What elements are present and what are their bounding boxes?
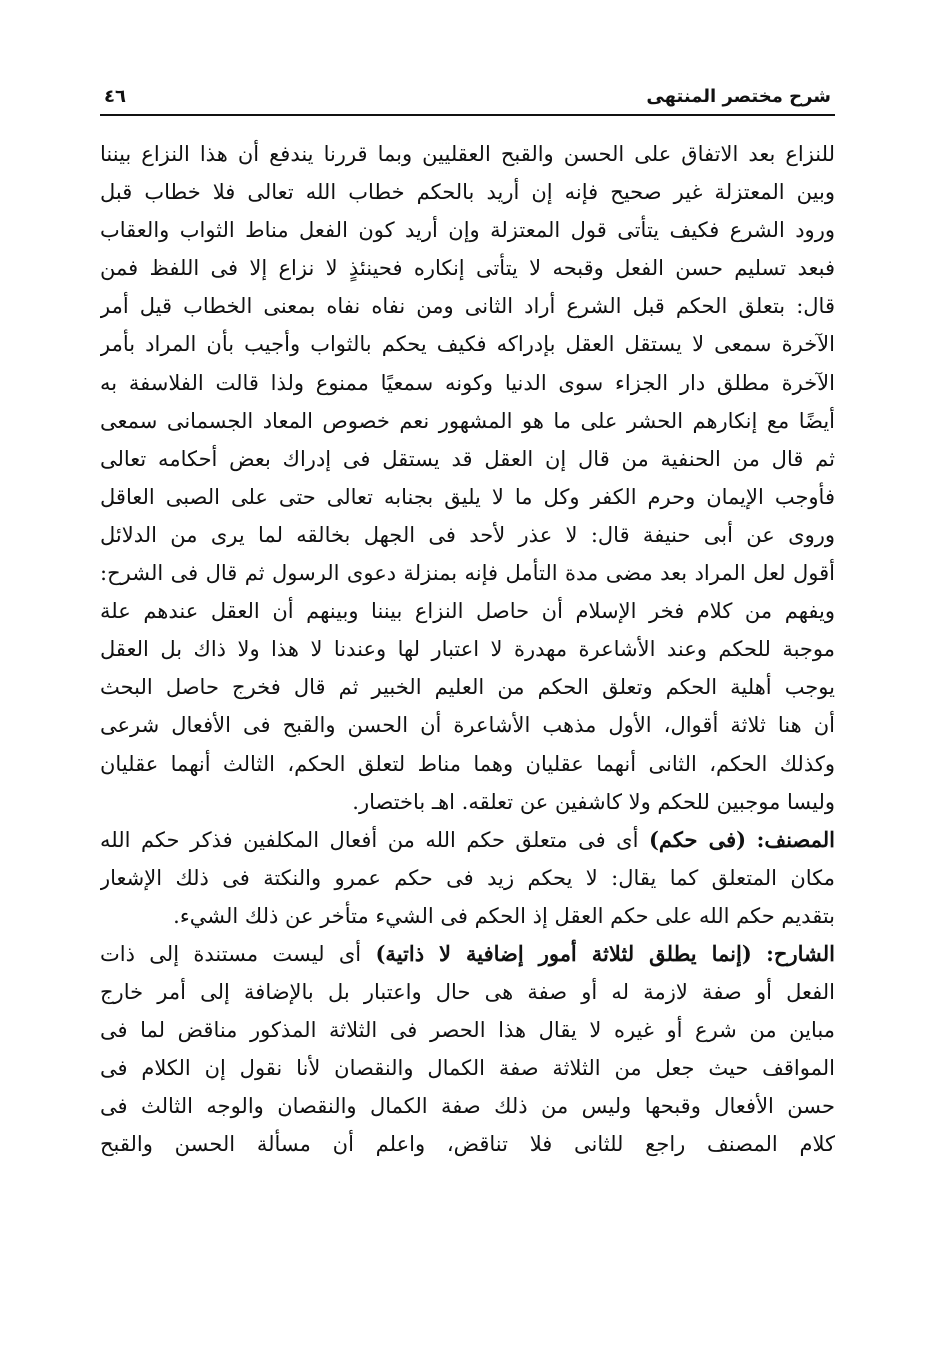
text-line: يوجب أهلية الحكم وتعلق الحكم من العليم الخبير ثم قال فخرج حاصل البحث [100, 675, 835, 700]
text-line: الآخرة مطلق دار الجزاء سوى الدنيا وكونه سمعيًا ممنوع ولذا قالت الفلاسفة به [100, 370, 835, 395]
text-line: فأوجب الإيمان وحرم الكفر وكل ما لا يليق بجنابه تعالى حتى على الصبى العاقل [100, 484, 835, 509]
text-line: وليسا موجبين للحكم ولا كاشفين عن تعلقه. اهـ باختصار. [352, 789, 835, 814]
text-line: ورود الشرع فكيف يتأتى قول المعتزلة وإن أريد كون الفعل مناط الثواب والعقاب [100, 218, 835, 243]
speaker-label: المصنف: [756, 826, 835, 852]
line-text: أى فى متعلق حكم الله من أفعال المكلفين فذكر حكم الله [100, 827, 639, 852]
text-line: ويفهم من كلام فخر الإسلام أن حاصل النزاع بيننا وبينهم أن العقل عندهم علة [100, 599, 835, 624]
text-line: الآخرة سمعى لا يستقل العقل بإدراكه فكيف يحكم بالثواب وأجيب بأن المراد بأمر [100, 332, 835, 357]
text-line: فبعد تسليم حسن الفعل وقبحه لا يتأتى إنكاره فحينئذٍ لا نزاع إلا فى اللفظ فمن [100, 256, 835, 281]
text-line: وكذلك الحكم، الثانى أنهما عقليان وهما مناط لتعلق الحكم، الثالث أنهما عقليان [100, 751, 835, 776]
text-line: وروى عن أبى حنيفة قال: لا عذر لأحد فى الجهل بخالقه لما يرى من الدلائل [100, 522, 835, 547]
text-line: للنزاع بعد الاتفاق على الحسن والقبح العقليين وبما قررنا يندفع أن هذا النزاع بيننا [100, 142, 835, 166]
body-text [100, 135, 835, 1164]
text-line: حسن الأفعال وقبحها وليس من ذلك صفة الكمال والنقصان والوجه الثالث فى [100, 1094, 835, 1119]
paragraph-2 [100, 821, 835, 935]
paragraph-3 [100, 935, 835, 1164]
text-line: موجبة للحكم وعند الأشاعرة مهدرة لا اعتبار لها وعندنا لا هذا ولا ذاك بل العقل [100, 637, 835, 662]
text-line: الفعل أو صفة لازمة له أو صفة هى حال واعتبار بل بالإضافة إلى أمر خارج [100, 980, 835, 1005]
text-line [100, 821, 835, 859]
text-line: أن هنا ثلاثة أقوال، الأول مذهب الأشاعرة أن الحسن والقبح فى الأفعال شرعى [100, 713, 835, 738]
text-line: المواقف حيث جعل من الثلاثة صفة الكمال والنقصان لأنا نقول إن الكلام فى [100, 1056, 835, 1081]
text-line: أقول لعل المراد بعد مضى مدة التأمل فإنه بمنزلة دعوى الرسول ثم قال فى الشرح: [100, 561, 835, 586]
quoted-matn: (فى حكم) [648, 826, 747, 852]
text-line: كلام المصنف راجع للثانى فلا تناقض، واعلم أن مسألة الحسن والقبح [100, 1132, 835, 1157]
quoted-matn: (إنما يطلق لثلاثة أمور إضافية لا ذاتية) [375, 940, 752, 966]
paragraph-1 [100, 135, 835, 821]
text-line: مباين من شرع أو غيره لا يقال هذا الحصر فى الثلاثة المذكور مناقض لما فى [100, 1018, 835, 1043]
speaker-label: الشارح: [766, 940, 835, 966]
running-header [100, 78, 835, 116]
running-title: شرح مختصر المنتهى [646, 86, 831, 107]
text-line: مكان المتعلق كما يقال: لا يحكم زيد فى حكم عمرو والنكتة فى ذلك الإشعار [100, 865, 835, 890]
text-line: بتقديم حكم الله على حكم العقل إذ الحكم فى الشيء متأخر عن ذلك الشيء. [173, 903, 835, 928]
line-text: أى ليست مستندة إلى ذات [100, 941, 362, 966]
text-line: قال: بتعلق الحكم قبل الشرع أراد الثانى ومن نفاه نفاه بمعنى الخطاب قيل أمر [100, 294, 835, 319]
page-number: ٤٦ [104, 86, 126, 107]
text-line: أيضًا مع إنكارهم الحشر على ما هو المشهور نعم خصوص المعاد الجسمانى سمعى [100, 408, 835, 433]
text-line: ثم قال من الحنفية من قال إن العقل قد يستقل فى إدراك بعض أحكامه تعالى [100, 446, 835, 471]
text-line: وبين المعتزلة غير صحيح فإنه إن أريد بالحكم خطاب الله تعالى فلا خطاب قبل [100, 180, 835, 205]
text-line [100, 935, 835, 973]
